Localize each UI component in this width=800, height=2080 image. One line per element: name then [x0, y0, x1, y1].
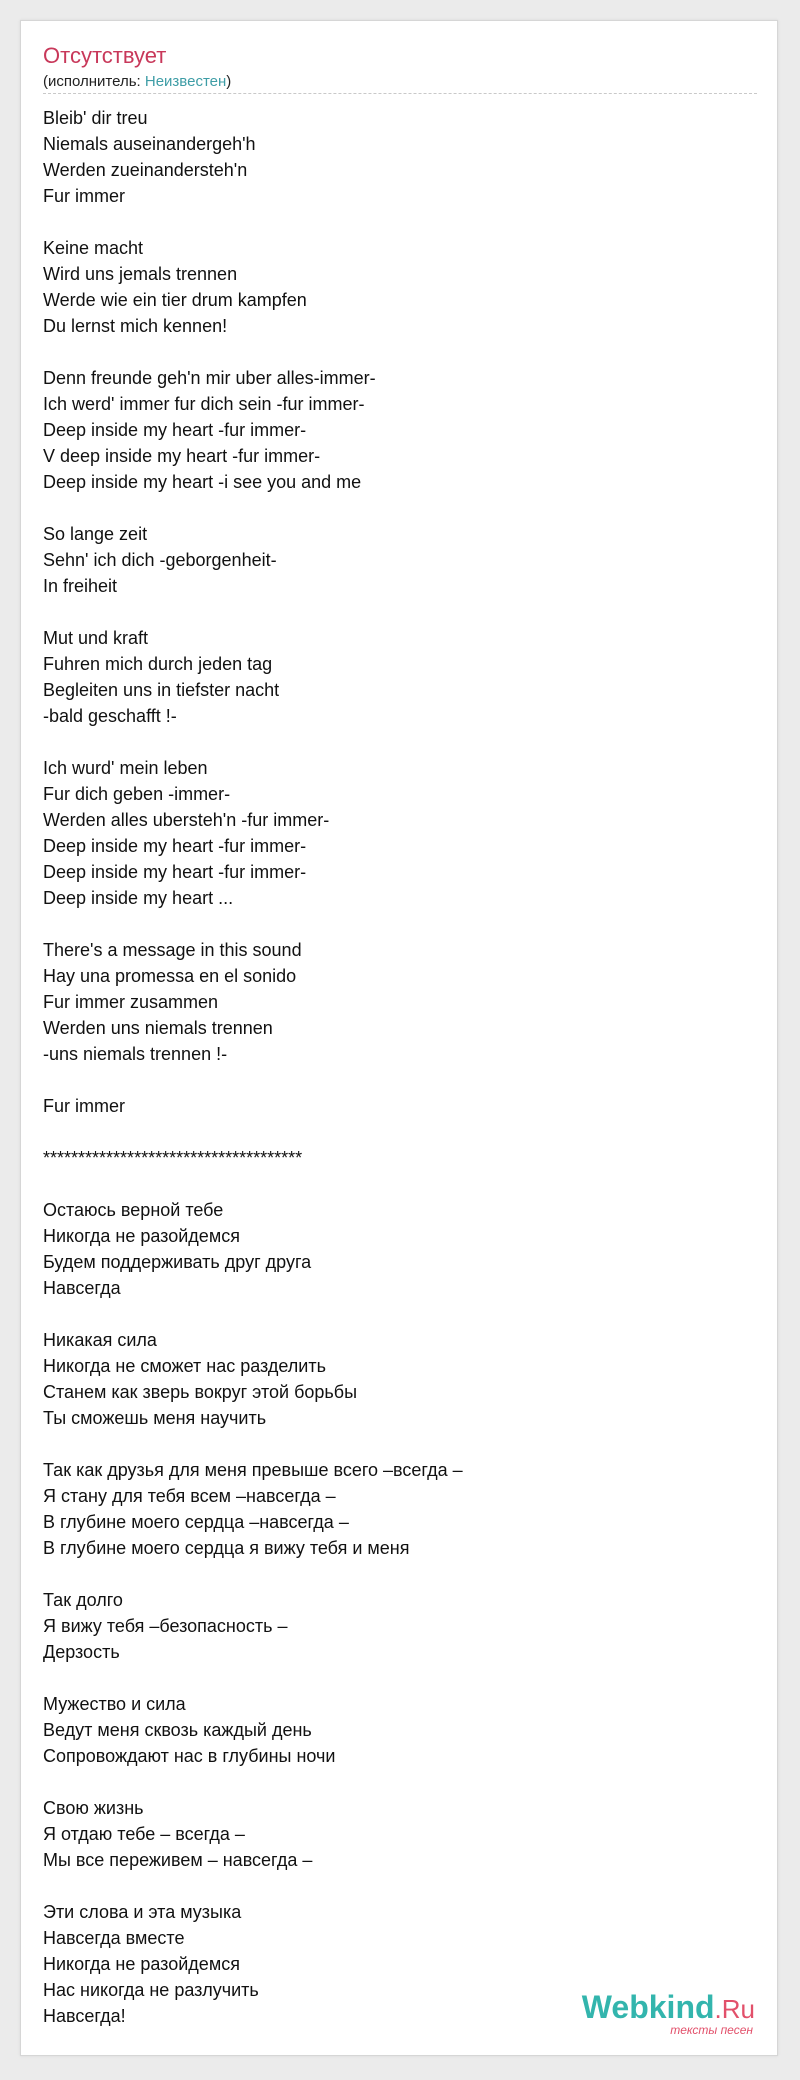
lyrics-line: Свою жизнь: [43, 1798, 144, 1818]
lyrics-line: В глубине моего сердца я вижу тебя и меня: [43, 1538, 410, 1558]
lyrics-blank-line: [43, 1561, 757, 1587]
lyrics-line: Werden zueinandersteh'n: [43, 160, 248, 180]
lyrics-line: So lange zeit: [43, 524, 148, 544]
lyrics-line: Навсегда: [43, 1278, 121, 1298]
lyrics-line: Мужество и сила: [43, 1694, 186, 1714]
site-logo[interactable]: [555, 1989, 755, 2039]
lyrics-line: Deep inside my heart -fur immer-: [43, 836, 307, 856]
lyrics-line: Сопровождают нас в глубины ночи: [43, 1746, 336, 1766]
lyrics-line: В глубине моего сердца –навсегда –: [43, 1512, 349, 1532]
lyrics-blank-line: [43, 1431, 757, 1457]
lyrics-line: -bald geschafft !-: [43, 706, 177, 726]
lyrics-line: Так долго: [43, 1590, 123, 1610]
lyrics-blank-line: [43, 1769, 757, 1795]
lyrics-line: Hay una promessa en el sonido: [43, 966, 297, 986]
lyrics-blank-line: [43, 339, 757, 365]
lyrics-line: Werden alles ubersteh'n -fur immer-: [43, 810, 330, 830]
lyrics-line: Так как друзья для меня превыше всего –всегда –: [43, 1460, 463, 1480]
lyrics-line: -uns niemals trennen !-: [43, 1044, 228, 1064]
lyrics-line: Навсегда вместе: [43, 1928, 185, 1948]
title-divider: [43, 93, 757, 94]
lyrics-line: Keine macht: [43, 238, 144, 258]
lyrics-line: Ich werd' immer fur dich sein -fur immer-: [43, 394, 365, 414]
lyrics-line: There's a message in this sound: [43, 940, 302, 960]
song-title: Отсутствует: [43, 43, 167, 68]
lyrics-line: Ich wurd' mein leben: [43, 758, 208, 778]
lyrics-line: Ты сможешь меня научить: [43, 1408, 267, 1428]
logo-tld: .Ru: [714, 1994, 755, 2024]
lyrics-blank-line: [43, 911, 757, 937]
lyrics-line: Я отдаю тебе – всегда –: [43, 1824, 245, 1844]
lyrics-line: V deep inside my heart -fur immer-: [43, 446, 321, 466]
lyrics-line: Niemals auseinandergeh'h: [43, 134, 256, 154]
lyrics-line: Будем поддерживать друг друга: [43, 1252, 312, 1272]
lyrics-line: Werden uns niemals trennen: [43, 1018, 273, 1038]
lyrics-blank-line: [43, 495, 757, 521]
lyrics-line: Станем как зверь вокруг этой борьбы: [43, 1382, 358, 1402]
logo-brand: Webkind: [581, 1989, 715, 2025]
lyrics-line: Bleib' dir treu: [43, 108, 148, 128]
lyrics-line: Я стану для тебя всем –навсегда –: [43, 1486, 336, 1506]
lyrics-line: Fur immer zusammen: [43, 992, 219, 1012]
lyrics-blank-line: [43, 1067, 757, 1093]
lyrics-line: Fur immer: [43, 1096, 125, 1116]
lyrics-line: Никакая сила: [43, 1330, 157, 1350]
lyrics-line: In freiheit: [43, 576, 118, 596]
lyrics-line: Дерзость: [43, 1642, 120, 1662]
lyrics-line: Никогда не сможет нас разделить: [43, 1356, 326, 1376]
lyrics-line: Werde wie ein tier drum kampfen: [43, 290, 307, 310]
lyrics-line: Denn freunde geh'n mir uber alles-immer-: [43, 368, 376, 388]
lyrics-line: Mut und kraft: [43, 628, 149, 648]
lyrics-blank-line: [43, 209, 757, 235]
lyrics-line: *************************************: [43, 1148, 303, 1168]
lyrics-blank-line: [43, 1665, 757, 1691]
lyrics-line: Я вижу тебя –безопасность –: [43, 1616, 288, 1636]
lyrics-line: Deep inside my heart -fur immer-: [43, 420, 307, 440]
artist-line: [43, 73, 231, 91]
lyrics-line: Ведут меня сквозь каждый день: [43, 1720, 312, 1740]
lyrics-line: Deep inside my heart -fur immer-: [43, 862, 307, 882]
lyrics-line: Мы все переживем – навсегда –: [43, 1850, 313, 1870]
lyrics-blank-line: [43, 1873, 757, 1899]
lyrics-line: Sehn' ich dich -geborgenheit-: [43, 550, 277, 570]
lyrics-line: Deep inside my heart -i see you and me: [43, 472, 362, 492]
lyrics-line: Нас никогда не разлучить: [43, 1980, 259, 2000]
lyrics-line: Навсегда!: [43, 2006, 126, 2026]
lyrics-line: Wird uns jemals trennen: [43, 264, 238, 284]
lyrics-blank-line: [43, 1171, 757, 1197]
lyrics-text: [43, 105, 757, 2029]
lyrics-line: Du lernst mich kennen!: [43, 316, 228, 336]
lyrics-line: Fuhren mich durch jeden tag: [43, 654, 273, 674]
lyrics-line: Deep inside my heart ...: [43, 888, 234, 908]
lyrics-blank-line: [43, 729, 757, 755]
lyrics-line: Остаюсь верной тебе: [43, 1200, 224, 1220]
lyrics-blank-line: [43, 1119, 757, 1145]
lyrics-line: Никогда не разойдемся: [43, 1954, 240, 1974]
lyrics-line: Begleiten uns in tiefster nacht: [43, 680, 280, 700]
lyrics-line: Никогда не разойдемся: [43, 1226, 240, 1246]
artist-prefix: (исполнитель:: [43, 73, 145, 90]
logo-tagline: тексты песен: [670, 2023, 753, 2037]
lyrics-line: Fur immer: [43, 186, 125, 206]
lyrics-blank-line: [43, 599, 757, 625]
lyrics-card: [20, 20, 778, 2056]
lyrics-blank-line: [43, 1301, 757, 1327]
lyrics-line: Fur dich geben -immer-: [43, 784, 231, 804]
lyrics-line: Эти слова и эта музыка: [43, 1902, 242, 1922]
artist-link[interactable]: Неизвестен: [144, 73, 227, 90]
logo-wordmark: [582, 1989, 755, 2027]
artist-suffix: ): [226, 73, 232, 90]
